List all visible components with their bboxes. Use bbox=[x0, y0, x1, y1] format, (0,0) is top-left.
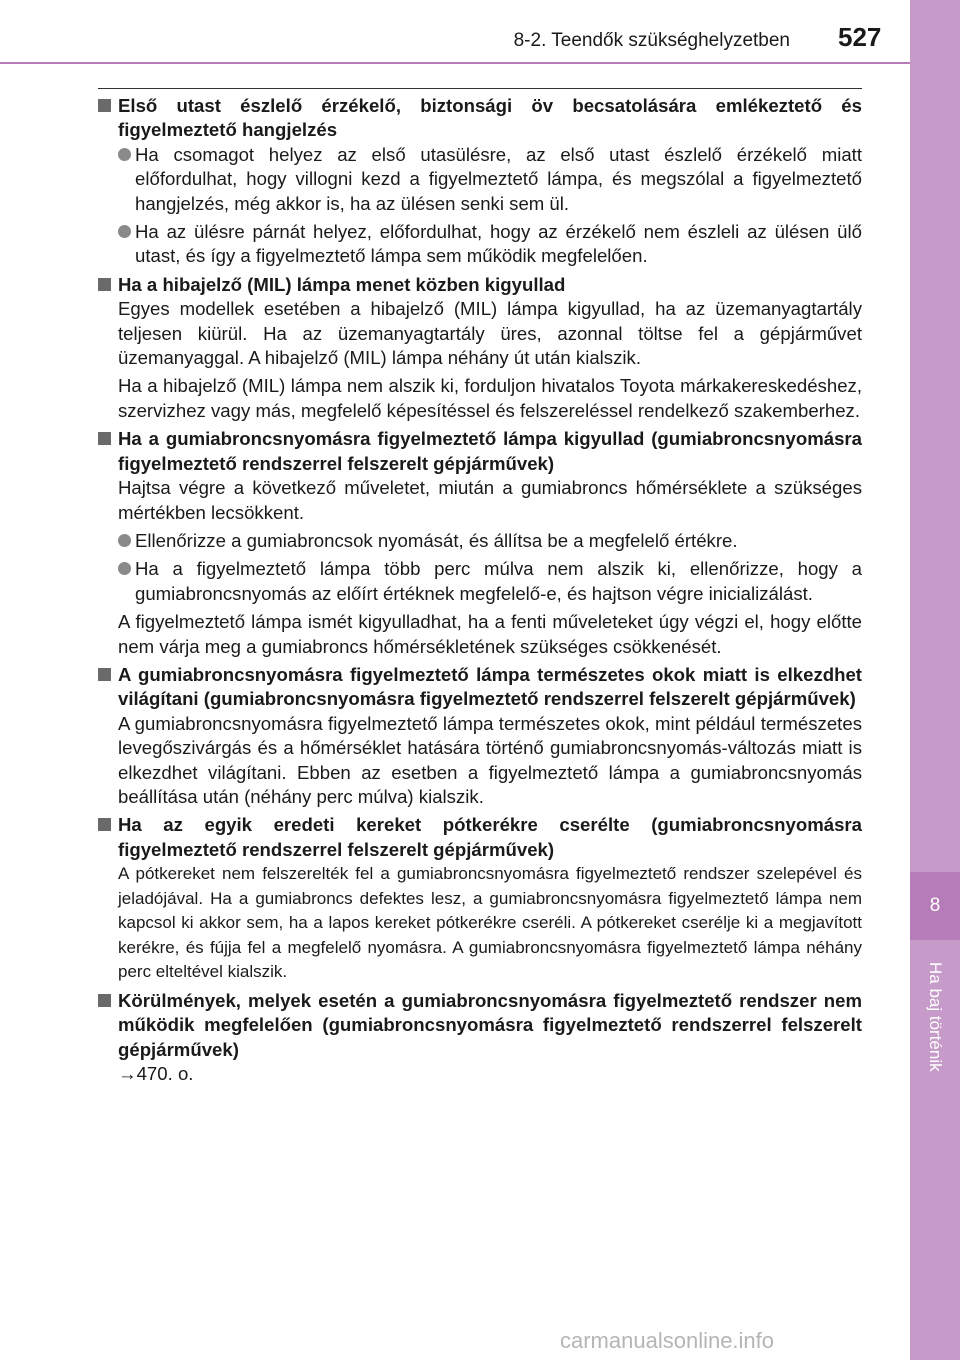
section-spare-tire bbox=[98, 813, 862, 984]
section-title: 8-2. Teendők szükséghelyzetben bbox=[513, 30, 790, 51]
paragraph: A figyelmeztető lámpa ismét kigyulladhat, ha a fenti műveleteket úgy végzi el, hogy előtte nem várja meg a gumiabroncs hőmérsékletének szükséges csökkenését. bbox=[118, 611, 862, 657]
section-heading: Ha az egyik eredeti kereket pótkerékre cserélte (gumiabroncsnyomásra figyelmeztető rendszerrel felszerelt gépjárművek) bbox=[98, 813, 862, 862]
section-heading: Körülmények, melyek esetén a gumiabroncsnyomásra figyelmeztető rendszer nem működik megfelelően (gumiabroncsnyomásra figyelmeztető rendszerrel felszerelt gépjárművek) bbox=[98, 989, 862, 1062]
section-heading: Ha a gumiabroncsnyomásra figyelmeztető lámpa kigyullad (gumiabroncsnyomásra figyelmeztető rendszerrel felszerelt gépjárművek) bbox=[98, 427, 862, 476]
content-top-rule bbox=[98, 88, 862, 89]
circle-bullet-icon bbox=[118, 143, 135, 216]
paragraph: Hajtsa végre a következő műveletet, miután a gumiabroncs hőmérséklete a szükséges mértékben lecsökkent. bbox=[118, 477, 862, 523]
square-bullet-icon bbox=[98, 663, 118, 712]
square-bullet-icon bbox=[98, 427, 118, 476]
section-heading: Ha a hibajelző (MIL) lámpa menet közben kigyullad bbox=[98, 273, 862, 297]
section-tire-pressure-lamp bbox=[98, 427, 862, 659]
header-divider bbox=[0, 62, 910, 64]
paragraph: A pótkereket nem felszerelték fel a gumiabroncsnyomásra figyelmeztető rendszer szelepével és jeladójával. Ha a gumiabroncs defektes lesz, a gumiabroncsnyomásra figyelmeztető lámpa nem kapcsol ki akkor sem, ha a lapos kereket pótkerékre cseréli. A pótkereket cserélje ki a megjavított kerékre, és fújja fel a megfelelő nyomásra. A gumiabroncsnyomásra figyelmeztető lámpa néhány perc elteltével kialszik. bbox=[118, 864, 862, 982]
page-reference: →470. o. bbox=[118, 1062, 194, 1084]
chapter-title: Ha baj történik bbox=[926, 962, 945, 1072]
section-mil-lamp bbox=[98, 273, 862, 423]
square-bullet-icon bbox=[98, 989, 118, 1062]
square-bullet-icon bbox=[98, 273, 118, 297]
list-item: Ha az ülésre párnát helyez, előfordulhat, hogy az érzékelő nem észleli az ülésen ülő utast, és így a figyelmeztető lámpa sem működik megfelelően. bbox=[118, 220, 862, 269]
paragraph: Ha a hibajelző (MIL) lámpa nem alszik ki, forduljon hivatalos Toyota márkakereskedéshez, szervizhez vagy más, megfelelő képesítéssel és felszereléssel rendelkező szakemberhez. bbox=[118, 375, 862, 421]
list-item: Ha csomagot helyez az első utasülésre, az első utast észlelő érzékelő miatt előfordulhat, hogy villogni kezd a figyelmeztető lámpa, és megszólal a figyelmeztető hangjelzés, még akkor is, ha az ülésen senki sem ül. bbox=[118, 143, 862, 216]
chapter-number: 8 bbox=[910, 872, 960, 940]
list-item: Ha a figyelmeztető lámpa több perc múlva nem alszik ki, ellenőrizze, hogy a gumiabroncsnyomás az előírt értéknek megfelelő-e, és hajtson végre inicializálást. bbox=[118, 557, 862, 606]
list-item: Ellenőrizze a gumiabroncsok nyomását, és állítsa be a megfelelő értékre. bbox=[118, 529, 862, 553]
circle-bullet-icon bbox=[118, 557, 135, 606]
section-heading: A gumiabroncsnyomásra figyelmeztető lámpa természetes okok miatt is elkezdhet világítani (gumiabroncsnyomásra figyelmeztető rendszerrel felszerelt gépjárművek) bbox=[98, 663, 862, 712]
square-bullet-icon bbox=[98, 94, 118, 143]
page-number: 527 bbox=[838, 22, 882, 52]
section-system-malfunction bbox=[98, 989, 862, 1087]
section-passenger-sensor bbox=[98, 94, 862, 269]
watermark: carmanualsonline.info bbox=[560, 1328, 775, 1353]
section-natural-causes bbox=[98, 663, 862, 809]
chapter-side-tab bbox=[910, 0, 960, 1360]
paragraph: A gumiabroncsnyomásra figyelmeztető lámpa természetes okok, mint például természetes levegőszivárgás és a hőmérséklet hatására történő gumiabroncsnyomás-változás miatt is elkezdhet világítani. Ebben az esetben a figyelmeztető lámpa a gumiabroncsnyomás beállítása után (néhány perc múlva) kialszik. bbox=[118, 712, 862, 807]
paragraph: Egyes modellek esetében a hibajelző (MIL) lámpa kigyullad, ha az üzemanyagtartály teljesen kiürül. Ha az üzemanyagtartály üres, azonnal töltse fel a gépjárművet üzemanyaggal. A hibajelző (MIL) lámpa néhány út után kialszik. bbox=[118, 298, 862, 369]
section-heading: Első utast észlelő érzékelő, biztonsági öv becsatolására emlékeztető és figyelmeztető hangjelzés bbox=[98, 94, 862, 143]
circle-bullet-icon bbox=[118, 220, 135, 269]
square-bullet-icon bbox=[98, 813, 118, 862]
circle-bullet-icon bbox=[118, 529, 135, 553]
page-content bbox=[98, 94, 862, 1090]
